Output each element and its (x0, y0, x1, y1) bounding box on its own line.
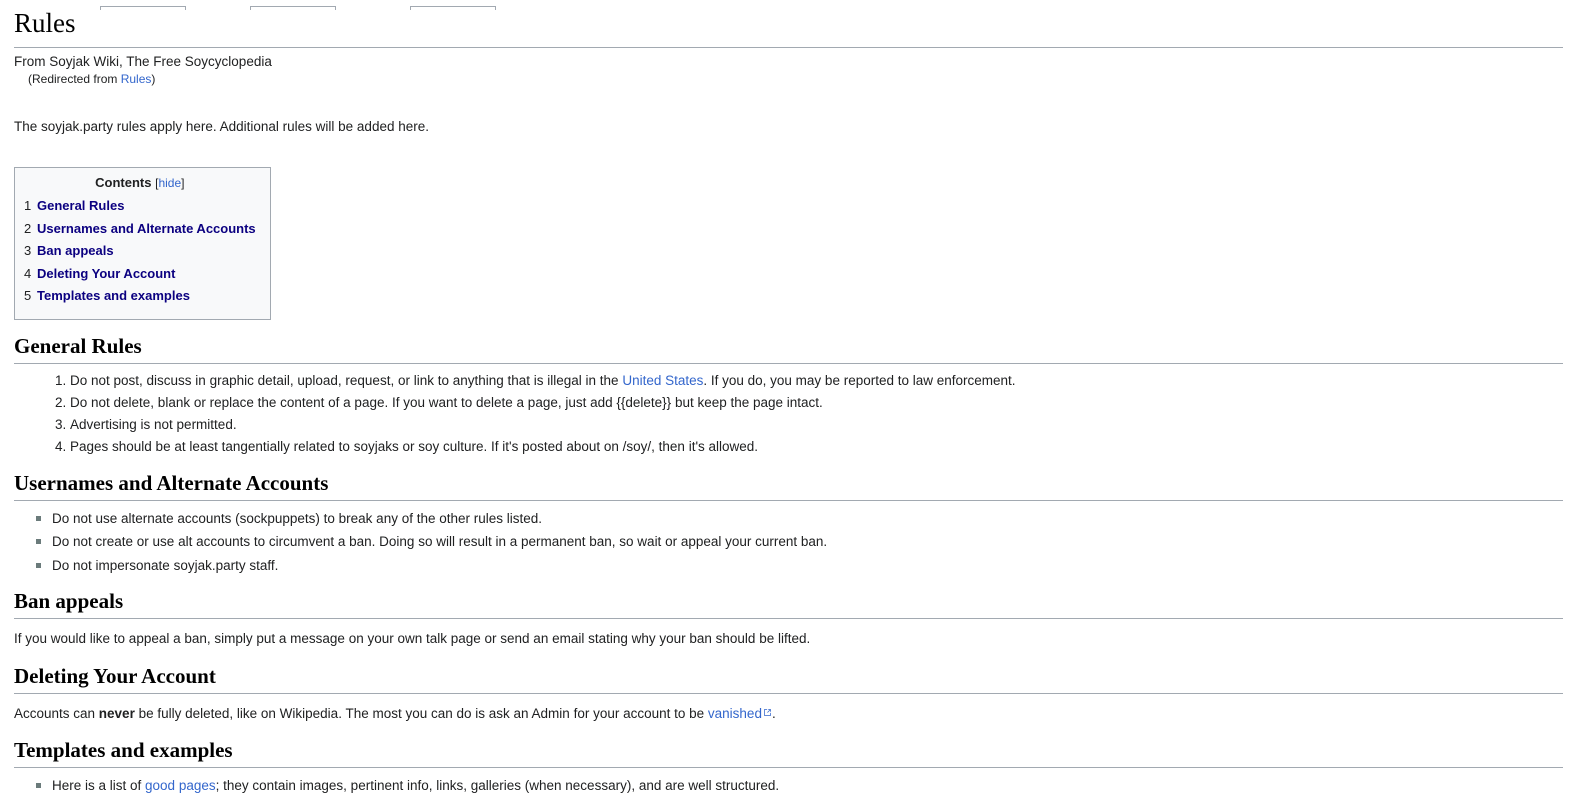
deleting-emphasis: never (98, 705, 135, 721)
toc-number: 1 (24, 198, 32, 214)
toc-bracket-open: [ (155, 176, 159, 191)
toc-title: Contents (95, 175, 152, 191)
list-item (70, 437, 1563, 457)
usernames-list (14, 509, 1563, 576)
united-states-link[interactable]: United States (622, 372, 704, 388)
toc-link[interactable]: Usernames and Alternate Accounts (37, 220, 256, 236)
templates-list (14, 776, 1563, 795)
heading-general-rules: General Rules (14, 334, 1563, 364)
templates-text-1: Here is a list of (52, 777, 146, 793)
toc-toggle (155, 176, 184, 190)
toc-item-general-rules[interactable] (24, 197, 256, 215)
table-of-contents (14, 167, 271, 320)
toc-number: 2 (24, 220, 32, 236)
toc-link[interactable]: Ban appeals (37, 243, 114, 259)
tab-remnant-2[interactable] (250, 6, 336, 10)
article-content (0, 6, 1577, 795)
intro-paragraph: The soyjak.party rules apply here. Additional rules will be added here. (14, 119, 429, 135)
toc-bracket-close: ] (181, 176, 185, 191)
list-item (52, 776, 1563, 795)
general-rules-list (14, 371, 1563, 457)
list-item: Do not impersonate soyjak.party staff. (52, 556, 1563, 576)
redirect-source-link[interactable]: Rules (120, 72, 152, 87)
heading-ban-appeals: Ban appeals (14, 589, 1563, 619)
toc-number: 3 (24, 243, 32, 259)
toc-hide-link[interactable]: hide (158, 176, 182, 191)
redirect-note (28, 72, 1563, 86)
heading-templates-and-examples: Templates and examples (14, 738, 1563, 768)
deleting-text-3: . (771, 705, 776, 721)
toc-link[interactable]: General Rules (37, 198, 125, 214)
redirect-prefix: (Redirected from (28, 72, 121, 87)
redirect-suffix: ) (151, 72, 156, 87)
toc-list (24, 197, 256, 305)
external-link-icon (763, 708, 772, 717)
deleting-text-1: Accounts can (14, 705, 99, 721)
deleting-text-2: be fully deleted, like on Wikipedia. The most you can do is ask an Admin for your account to be (134, 705, 708, 721)
heading-usernames-alternate-accounts: Usernames and Alternate Accounts (14, 471, 1563, 501)
rule-text: Advertising is not permitted. (70, 417, 237, 433)
toc-title-row (24, 175, 256, 190)
tab-remnant-1[interactable] (100, 6, 186, 10)
toc-link[interactable]: Templates and examples (37, 288, 190, 304)
templates-text-2: ; they contain images, pertinent info, links, galleries (when necessary), and are well structured. (215, 777, 780, 793)
list-item (70, 415, 1563, 435)
list-item (70, 393, 1563, 413)
list-item (70, 371, 1563, 391)
browser-tab-strip (0, 6, 1577, 10)
page-title: Rules (14, 6, 1563, 48)
ban-appeals-paragraph: If you would like to appeal a ban, simply put a message on your own talk page or send an email stating why your ban should be lifted. (14, 631, 811, 647)
toc-link[interactable]: Deleting Your Account (37, 265, 176, 281)
rule-text: Pages should be at least tangentially related to soyjaks or soy culture. If it's posted about on /soy/, then it's allowed. (70, 439, 759, 455)
toc-number: 4 (24, 265, 32, 281)
site-subtitle: From Soyjak Wiki, The Free Soycyclopedia (14, 54, 272, 70)
tab-remnant-3[interactable] (410, 6, 496, 10)
heading-deleting-your-account: Deleting Your Account (14, 664, 1563, 694)
deleting-account-paragraph (14, 704, 1563, 724)
good-pages-link[interactable]: good pages (145, 777, 216, 793)
page-root (0, 6, 1577, 793)
list-item: Do not create or use alt accounts to circumvent a ban. Doing so will result in a permanent ban, so wait or appeal your current ban. (52, 532, 1563, 552)
rule-text: Do not delete, blank or replace the content of a page. If you want to delete a page, just add {{delete}} but keep the page intact. (70, 394, 823, 410)
toc-item-templates[interactable] (24, 287, 256, 305)
rule-text: Do not post, discuss in graphic detail, upload, request, or link to anything that is illegal in the (70, 372, 623, 388)
toc-number: 5 (24, 288, 32, 304)
toc-item-ban-appeals[interactable] (24, 242, 256, 260)
rule-text-tail: . If you do, you may be reported to law enforcement. (703, 372, 1016, 388)
vanished-link[interactable]: vanished (707, 705, 762, 721)
toc-item-deleting-account[interactable] (24, 265, 256, 283)
toc-item-usernames[interactable] (24, 220, 256, 238)
list-item: Do not use alternate accounts (sockpuppets) to break any of the other rules listed. (52, 509, 1563, 529)
